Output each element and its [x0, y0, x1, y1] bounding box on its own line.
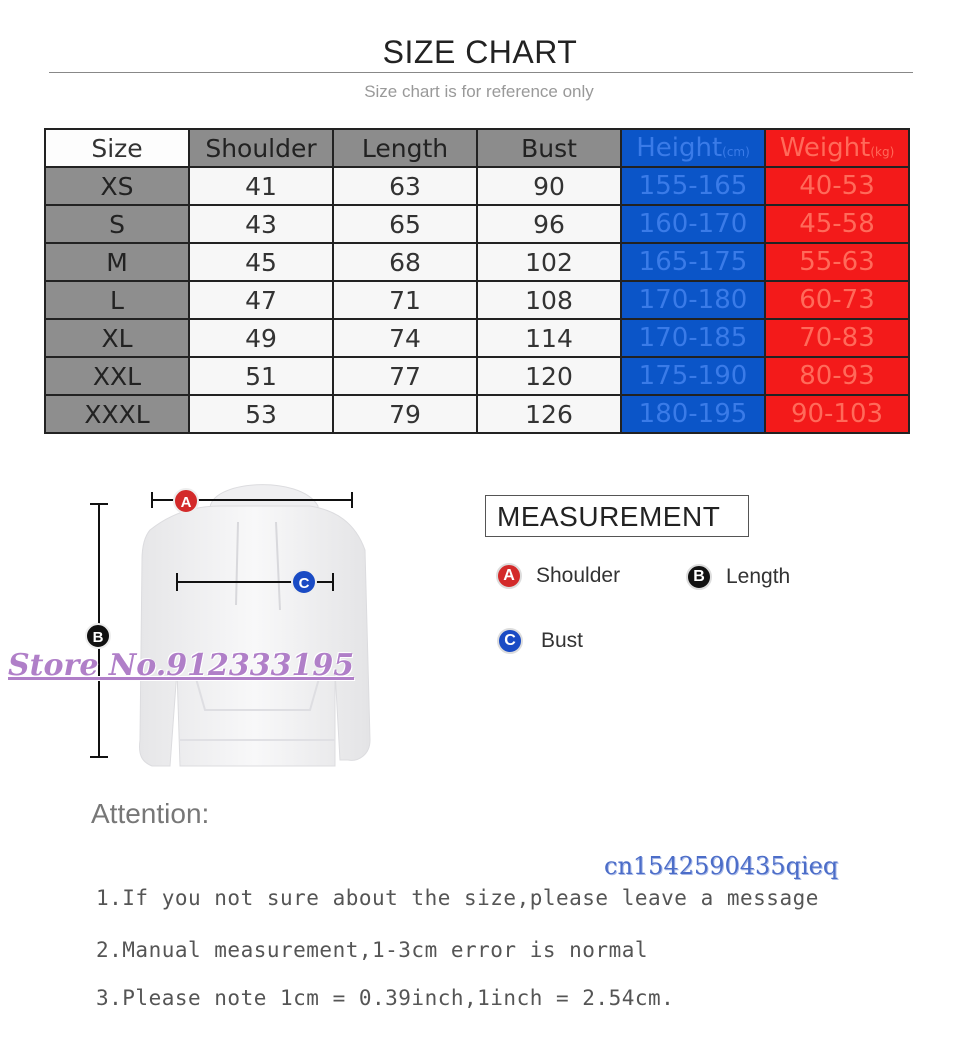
cell-height: 180-195	[621, 395, 765, 433]
seller-watermark: cn1542590435qieq	[604, 852, 839, 880]
cell-height: 165-175	[621, 243, 765, 281]
bust-marker-icon: C	[497, 628, 523, 654]
cell-length: 63	[333, 167, 477, 205]
page-subtitle: Size chart is for reference only	[364, 82, 594, 101]
table-row	[45, 395, 909, 433]
cell-size: XS	[45, 167, 189, 205]
size-chart-table	[44, 128, 910, 434]
cell-bust: 96	[477, 205, 621, 243]
page-title: SIZE CHART	[382, 34, 578, 70]
table-header-row	[45, 129, 909, 167]
cell-shoulder: 49	[189, 319, 333, 357]
cell-shoulder: 47	[189, 281, 333, 319]
table-row	[45, 205, 909, 243]
title-divider	[49, 72, 913, 73]
cell-weight: 90-103	[765, 395, 909, 433]
header-height-label: Height	[636, 133, 723, 163]
cell-height: 170-180	[621, 281, 765, 319]
table-row	[45, 319, 909, 357]
marker-b-icon	[86, 624, 110, 648]
cell-length: 77	[333, 357, 477, 395]
cell-size: S	[45, 205, 189, 243]
shoulder-marker-icon: A	[496, 563, 522, 589]
cell-weight: 40-53	[765, 167, 909, 205]
cell-weight: 60-73	[765, 281, 909, 319]
cell-size: M	[45, 243, 189, 281]
attention-title: Attention:	[91, 798, 210, 829]
cell-shoulder: 53	[189, 395, 333, 433]
length-marker-icon: B	[686, 564, 712, 590]
legend-shoulder-label: Shoulder	[536, 564, 621, 587]
marker-c-icon	[292, 570, 316, 594]
cell-size: L	[45, 281, 189, 319]
attention-note-2: 2.Manual measurement,1-3cm error is normal	[96, 938, 649, 962]
cell-height: 155-165	[621, 167, 765, 205]
legend-shoulder	[496, 563, 620, 589]
cell-bust: 108	[477, 281, 621, 319]
cell-bust: 102	[477, 243, 621, 281]
cell-weight: 80-93	[765, 357, 909, 395]
cell-bust: 90	[477, 167, 621, 205]
header-cell-height	[621, 129, 765, 167]
cell-size: XXXL	[45, 395, 189, 433]
measurement-title: MEASUREMENT	[485, 495, 749, 537]
cell-size: XXL	[45, 357, 189, 395]
marker-a-label: A	[180, 494, 192, 511]
legend-length	[686, 564, 790, 590]
attention-note-3: 3.Please note 1cm = 0.39inch,1inch = 2.54cm.	[96, 986, 675, 1010]
cell-bust: 126	[477, 395, 621, 433]
cell-height: 175-190	[621, 357, 765, 395]
cell-length: 65	[333, 205, 477, 243]
cell-height: 170-185	[621, 319, 765, 357]
marker-c-label: C	[298, 575, 310, 592]
table-row	[45, 167, 909, 205]
header-height-unit: (cm)	[722, 145, 750, 159]
cell-bust: 114	[477, 319, 621, 357]
cell-size: XL	[45, 319, 189, 357]
header-cell-bust: Bust	[477, 129, 621, 167]
legend-length-label: Length	[726, 565, 791, 588]
header-cell-weight	[765, 129, 909, 167]
cell-weight: 70-83	[765, 319, 909, 357]
table-row	[45, 357, 909, 395]
header-weight-unit: (kg)	[870, 145, 895, 159]
cell-shoulder: 43	[189, 205, 333, 243]
cell-length: 74	[333, 319, 477, 357]
header-cell-length: Length	[333, 129, 477, 167]
cell-height: 160-170	[621, 205, 765, 243]
header-cell-shoulder: Shoulder	[189, 129, 333, 167]
table-row	[45, 281, 909, 319]
legend-bust-label: Bust	[541, 629, 584, 652]
table-row	[45, 243, 909, 281]
cell-shoulder: 51	[189, 357, 333, 395]
cell-shoulder: 41	[189, 167, 333, 205]
hoodie-diagram	[80, 470, 380, 770]
cell-shoulder: 45	[189, 243, 333, 281]
cell-length: 68	[333, 243, 477, 281]
hoodie-icon	[140, 485, 371, 766]
cell-weight: 55-63	[765, 243, 909, 281]
cell-length: 71	[333, 281, 477, 319]
store-watermark: Store No.912333195	[8, 648, 355, 683]
attention-note-1: 1.If you not sure about the size,please leave a message	[96, 886, 819, 910]
legend-bust	[497, 628, 583, 654]
marker-b-label: B	[92, 629, 104, 646]
header-weight-label: Weight	[779, 133, 871, 163]
cell-weight: 45-58	[765, 205, 909, 243]
cell-length: 79	[333, 395, 477, 433]
header-cell-size: Size	[45, 129, 189, 167]
cell-bust: 120	[477, 357, 621, 395]
marker-a-icon	[174, 489, 198, 513]
